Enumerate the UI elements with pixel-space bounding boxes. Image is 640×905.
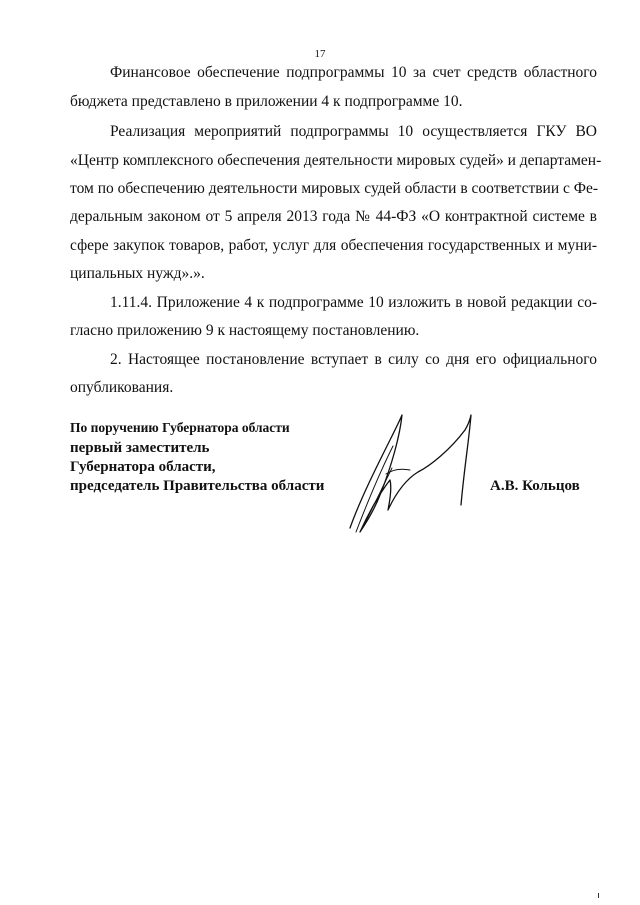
paragraph-2-line-4: деральным законом от 5 апреля 2013 года № 44-ФЗ «О контрактной системе в: [70, 208, 597, 225]
page-number: 17: [314, 48, 326, 60]
paragraph-4-line-2: опубликования.: [70, 379, 174, 396]
paragraph-2-line-6: ципальных нужд».».: [70, 265, 205, 282]
signature-position-line-3: председатель Правительства области: [70, 478, 325, 494]
scan-mark: [598, 893, 599, 898]
paragraph-2-line-2: «Центр комплексного обеспечения деятельности мировых судей» и департамен-: [70, 152, 602, 169]
handwritten-signature: [330, 410, 480, 540]
paragraph-2-line-5: сфере закупок товаров, работ, услуг для обеспечения государственных и муни-: [70, 237, 597, 254]
signature-position-line-2: Губернатора области,: [70, 459, 216, 475]
paragraph-2-line-3: том по обеспечению деятельности мировых судей области в соответствии с Фе-: [70, 180, 599, 197]
paragraph-4-line-1: 2. Настоящее постановление вступает в силу со дня его официального: [110, 351, 597, 368]
paragraph-3-line-2: гласно приложению 9 к настоящему постановлению.: [70, 322, 420, 339]
paragraph-3-line-1: 1.11.4. Приложение 4 к подпрограмме 10 изложить в новой редакции со-: [110, 294, 597, 311]
signature-authority-line: По поручению Губернатора области: [70, 420, 290, 435]
paragraph-1-line-1: Финансовое обеспечение подпрограммы 10 за счет средств областного: [110, 64, 597, 81]
paragraph-1-line-2: бюджета представлено в приложении 4 к подпрограмме 10.: [70, 93, 463, 110]
paragraph-2-line-1: Реализация мероприятий подпрограммы 10 осуществляется ГКУ ВО: [110, 123, 597, 140]
signature-position-line-1: первый заместитель: [70, 440, 210, 456]
signer-name: А.В. Кольцов: [490, 478, 580, 494]
